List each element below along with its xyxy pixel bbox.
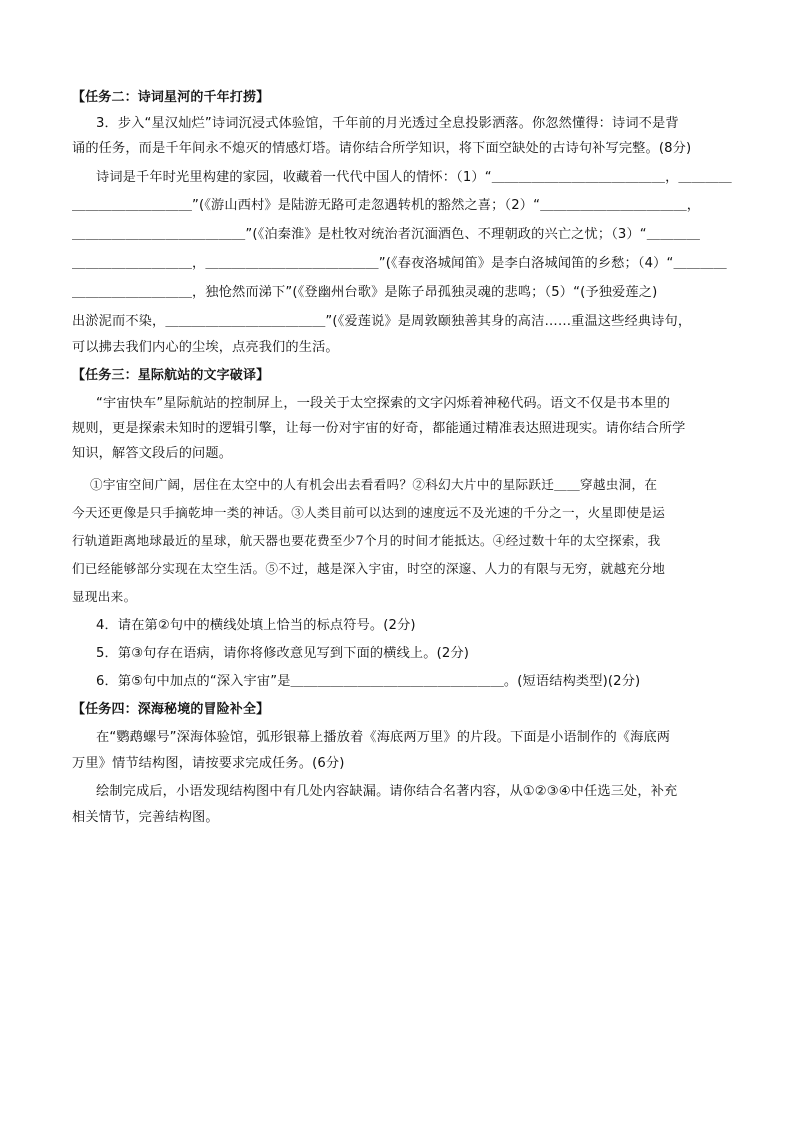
question-4: 4．请在第②句中的横线处填上恰当的标点符号。(2分) [96, 618, 416, 633]
q3-body-line-3: ＿＿＿＿＿＿＿＿＿＿＿＿＿”(《泊秦淮》是杜牧对统治者沉湎酒色、不理朝政的兴亡之忧；（3）“＿＿＿＿ [72, 227, 701, 242]
task3-heading: 【任务三：星际航站的文字破译】 [72, 368, 270, 383]
question-6: 6．第⑤句中加点的“深入宇宙”是＿＿＿＿＿＿＿＿＿＿＿＿＿＿＿＿。(短语结构类型)(2分) [96, 674, 641, 689]
question-5: 5．第③句存在语病，请你将修改意见写到下面的横线上。(2分) [96, 646, 470, 661]
q3-body-line-5: ＿＿＿＿＿＿＿＿＿，独怆然而涕下”(《登幽州台歌》是陈子昂孤独灵魂的悲鸣；（5）“(予独爱莲之) [72, 285, 658, 300]
task4-intro-line-2: 万里》情节结构图，请按要求完成任务。(6分) [72, 756, 345, 771]
q3-intro-line-2: 诵的任务，而是千年间永不熄灭的情感灯塔。请你结合所学知识，将下面空缺处的古诗句补写完整。(8分) [72, 141, 692, 156]
passage-line-3: 行轨道距离地球最近的星球，航天器也要花费至少7个月的时间才能抵达。④经过数十年的太空探索，我 [72, 533, 661, 548]
task3-intro-line-3: 知识，解答文段后的问题。 [72, 446, 233, 461]
q3-intro-line-1: 3．步入“星汉灿烂”诗词沉浸式体验馆，千年前的月光透过全息投影洒落。你忽然懂得：诗词不是背 [96, 116, 679, 131]
q3-body-line-1: 诗词是千年时光里构建的家园，收藏着一代代中国人的情怀：（1）“＿＿＿＿＿＿＿＿＿＿＿＿＿，＿＿＿＿ [96, 170, 732, 185]
passage-line-2: 今天还更像是只手摘乾坤一类的神话。③人类目前可以达到的速度远不及光速的千分之一，火星即使是运 [72, 505, 666, 520]
task4-body-line-2: 相关情节，完善结构图。 [72, 810, 219, 825]
q3-body-line-6: 出淤泥而不染，＿＿＿＿＿＿＿＿＿＿＿＿”(《爱莲说》是周敦颐独善其身的高洁……重温这些经典诗句， [72, 314, 692, 329]
q3-body-line-4: ＿＿＿＿＿＿＿＿＿，＿＿＿＿＿＿＿＿＿＿＿＿＿”(《春夜洛城闻笛》是李白洛城闻笛的乡愁；（4）“＿＿＿＿ [72, 256, 727, 271]
passage-line-5: 显现出来。 [72, 589, 137, 604]
task3-intro-line-2: 规则，更是探索未知时的逻辑引擎，让每一份对宇宙的好奇，都能通过精准表达照进现实。请你结合所学 [72, 421, 686, 436]
q3-body-line-2: ＿＿＿＿＿＿＿＿＿”(《游山西村》是陆游无路可走忽遇转机的豁然之喜；（2）“＿＿＿＿＿＿＿＿＿＿＿， [72, 198, 701, 213]
passage-line-4: 们已经能够部分实现在太空生活。⑤不过，越是深入宇宙，时空的深邃、人力的有限与无穷，就越充分地 [72, 561, 666, 576]
task4-body-line-1: 绘制完成后，小语发现结构图中有几处内容缺漏。请你结合名著内容，从①②③④中任选三处，补充 [96, 784, 678, 799]
q3-body-line-7: 可以拂去我们内心的尘埃，点亮我们的生活。 [72, 340, 339, 355]
passage-line-1: ①宇宙空间广阔，居住在太空中的人有机会出去看看吗？②科幻大片中的星际跃迁＿＿穿越虫洞，在 [90, 477, 658, 492]
task2-heading: 【任务二：诗词星河的千年打捞】 [72, 90, 270, 105]
task3-intro-line-1: “宇宙快车”星际航站的控制屏上，一段关于太空探索的文字闪烁着神秘代码。语文不仅是书本里的 [96, 396, 671, 411]
task4-intro-line-1: 在“鹦鹉螺号”深海体验馆，弧形银幕上播放着《海底两万里》的片段。下面是小语制作的《海底两 [96, 730, 671, 745]
task4-heading: 【任务四：深海秘境的冒险补全】 [72, 702, 270, 717]
